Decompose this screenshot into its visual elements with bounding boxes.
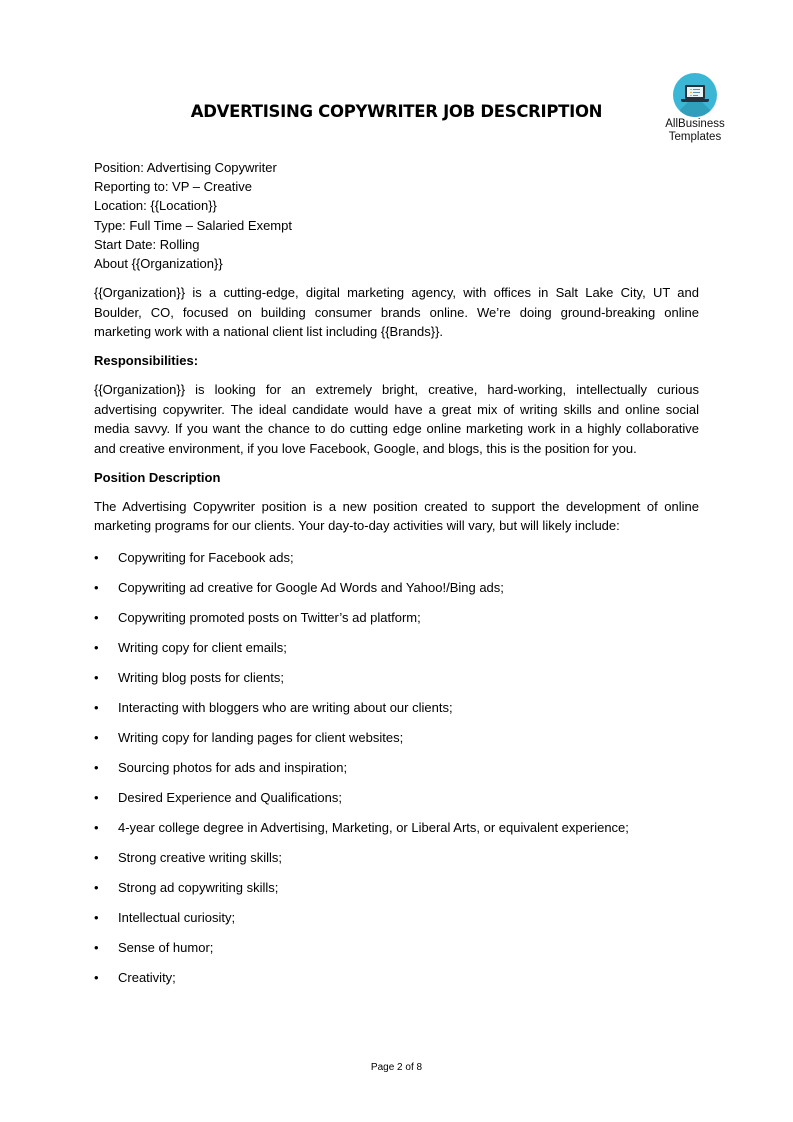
list-item: • Strong creative writing skills; bbox=[94, 849, 282, 865]
list-item: • Intellectual curiosity; bbox=[94, 909, 236, 925]
bullet-icon: • bbox=[94, 729, 99, 745]
list-item: • Sense of humor; bbox=[94, 939, 214, 955]
list-item: • Creativity; bbox=[94, 969, 176, 985]
responsibilities-paragraph: {{Organization}} is looking for an extremely bright, creative, hard-working, intellectually curious advertising copywriter. The ideal candidate would have a great mix of writing skills and online social media savvy. If you want the chance to do cutting edge online marketing work in a highly collaborative and creative environment, if you love Facebook, Google, and blogs, this is the position for you. bbox=[94, 382, 699, 456]
list-item: • Writing copy for client emails; bbox=[94, 639, 287, 655]
duties-list bbox=[94, 548, 699, 998]
bullet-icon: • bbox=[94, 789, 99, 805]
meta-start-date: Start Date: Rolling bbox=[94, 236, 200, 252]
position-description-paragraph: The Advertising Copywriter position is a new position created to support the development of online marketing programs for our clients. Your day-to-day activities will vary, but will likely include: bbox=[94, 498, 699, 534]
bullet-icon: • bbox=[94, 669, 99, 685]
meta-block bbox=[94, 158, 699, 273]
bullet-icon: • bbox=[94, 609, 99, 625]
bullet-icon: • bbox=[94, 909, 99, 925]
responsibilities-heading: Responsibilities: bbox=[94, 353, 199, 369]
meta-location: Location: {{Location}} bbox=[94, 198, 217, 214]
document-title: ADVERTISING COPYWRITER JOB DESCRIPTION bbox=[190, 102, 603, 121]
list-item: • Copywriting ad creative for Google Ad Words and Yahoo!/Bing ads; bbox=[94, 579, 504, 595]
bullet-icon: • bbox=[94, 759, 99, 775]
bullet-icon: • bbox=[94, 849, 99, 865]
list-item: • Writing copy for landing pages for client websites; bbox=[94, 729, 404, 745]
bullet-icon: • bbox=[94, 969, 99, 985]
meta-type: Type: Full Time – Salaried Exempt bbox=[94, 217, 292, 233]
bullet-icon: • bbox=[94, 549, 99, 565]
meta-position: Position: Advertising Copywriter bbox=[94, 160, 277, 175]
document-body bbox=[94, 158, 699, 998]
list-item: • Writing blog posts for clients; bbox=[94, 669, 284, 685]
position-description-heading: Position Description bbox=[94, 469, 221, 485]
bullet-icon: • bbox=[94, 699, 99, 715]
bullet-icon: • bbox=[94, 939, 99, 955]
meta-reporting-to: Reporting to: VP – Creative bbox=[94, 179, 253, 195]
bullet-icon: • bbox=[94, 819, 99, 835]
bullet-icon: • bbox=[94, 879, 99, 895]
logo-text-line2: Templates bbox=[668, 131, 722, 143]
list-item: • Copywriting for Facebook ads; bbox=[94, 549, 294, 565]
list-item: • Sourcing photos for ads and inspiration; bbox=[94, 759, 348, 775]
list-item: • Interacting with bloggers who are writing about our clients; bbox=[94, 699, 453, 715]
bullet-icon: • bbox=[94, 639, 99, 655]
meta-about: About {{Organization}} bbox=[94, 255, 223, 271]
list-item: • Desired Experience and Qualifications; bbox=[94, 789, 343, 805]
list-item: • Copywriting promoted posts on Twitter’s ad platform; bbox=[94, 609, 421, 625]
logo-text-line1: AllBusiness bbox=[665, 118, 725, 130]
page-number: Page 2 of 8 bbox=[370, 1062, 423, 1073]
about-paragraph: {{Organization}} is a cutting-edge, digital marketing agency, with offices in Salt Lake City, UT and Boulder, CO, focused on building consumer brands online. We’re doing ground-breaking online marketing work with a national client list including {{Brands}}. bbox=[94, 285, 699, 339]
list-item: • 4-year college degree in Advertising, Marketing, or Liberal Arts, or equivalent experience; bbox=[94, 819, 629, 835]
list-item: • Strong ad copywriting skills; bbox=[94, 879, 279, 895]
bullet-icon: • bbox=[94, 579, 99, 595]
